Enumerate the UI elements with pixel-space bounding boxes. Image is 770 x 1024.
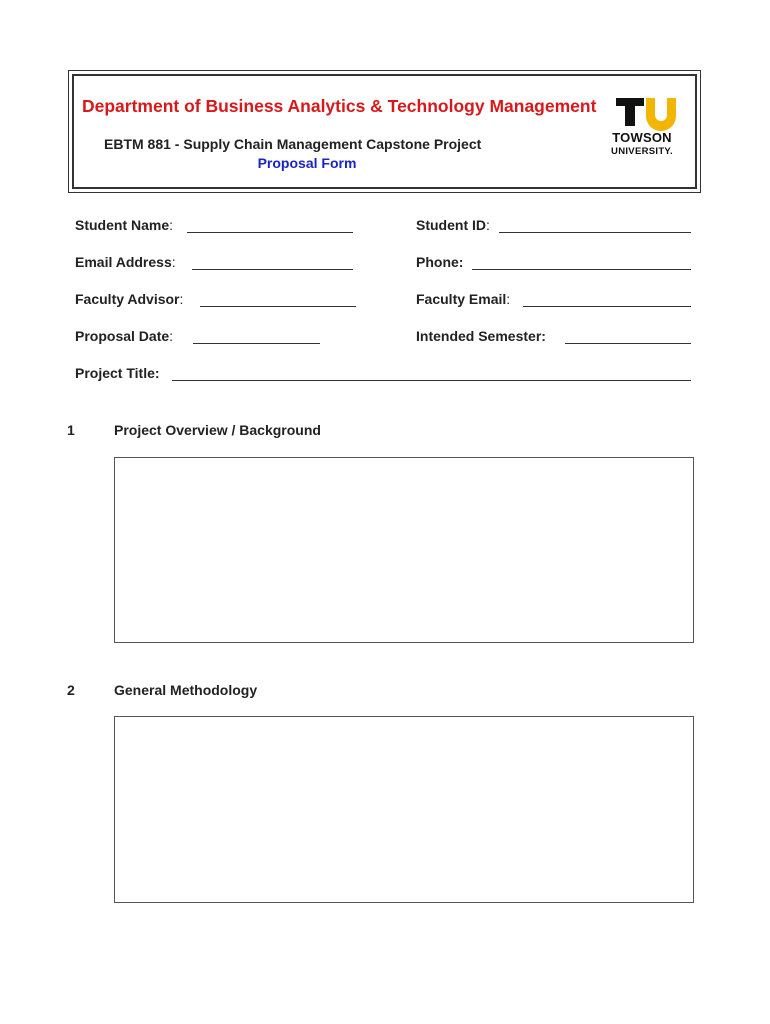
general-methodology-textarea[interactable] (114, 716, 694, 903)
faculty-email-field[interactable] (523, 306, 691, 307)
faculty-advisor-label: Faculty Advisor: (75, 291, 184, 307)
student-id-label: Student ID: (416, 217, 490, 233)
section-2-title: General Methodology (114, 682, 258, 698)
project-title-field[interactable] (172, 380, 691, 381)
phone-label: Phone: (416, 254, 464, 270)
form-title: Proposal Form (257, 155, 357, 171)
header-inner-border (72, 74, 697, 189)
email-label: Email Address: (75, 254, 176, 270)
student-name-field[interactable] (187, 232, 353, 233)
section-2-number: 2 (67, 682, 75, 698)
student-id-field[interactable] (499, 232, 691, 233)
project-overview-textarea[interactable] (114, 457, 694, 643)
department-title: Department of Business Analytics & Technology Management (82, 96, 597, 116)
intended-semester-field[interactable] (565, 343, 691, 344)
faculty-advisor-field[interactable] (200, 306, 356, 307)
section-1-title: Project Overview / Background (114, 422, 321, 438)
student-name-label: Student Name: (75, 217, 174, 233)
proposal-date-field[interactable] (193, 343, 320, 344)
course-title: EBTM 881 - Supply Chain Management Capstone Project (104, 136, 482, 152)
logo-subtitle: UNIVERSITY. (611, 146, 673, 157)
project-title-label: Project Title: (75, 365, 160, 381)
section-1-number: 1 (67, 422, 75, 438)
proposal-date-label: Proposal Date: (75, 328, 174, 344)
intended-semester-label: Intended Semester: (416, 328, 546, 344)
faculty-email-label: Faculty Email: (416, 291, 511, 307)
phone-field[interactable] (472, 269, 691, 270)
logo-wordmark: TOWSON (612, 130, 672, 145)
email-field[interactable] (192, 269, 353, 270)
